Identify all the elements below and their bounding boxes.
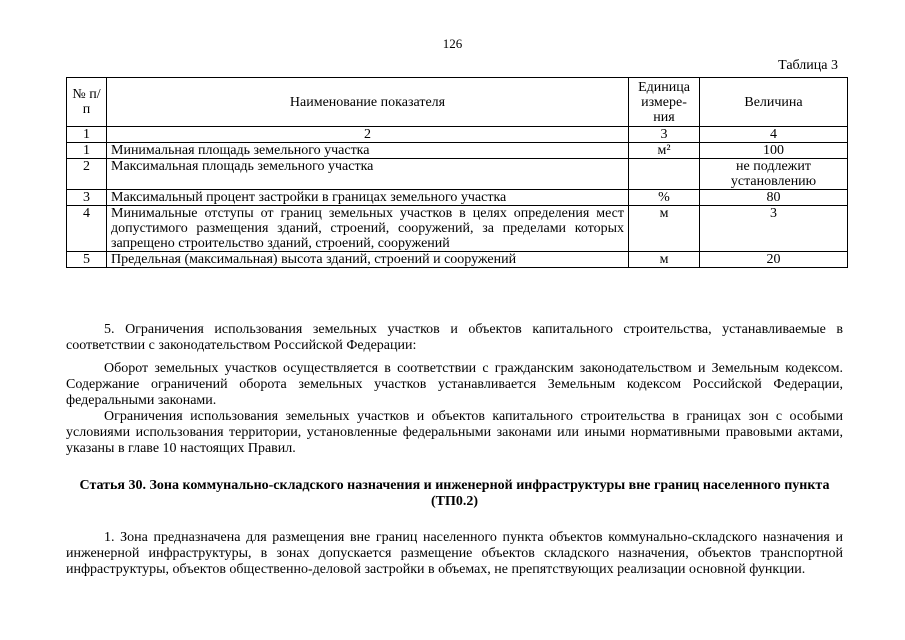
row-unit (629, 159, 700, 190)
row-unit: м (629, 206, 700, 252)
header-name: Наименование показателя (107, 78, 629, 127)
header-num: № п/п (67, 78, 107, 127)
row-value: 3 (700, 206, 848, 252)
column-number: 3 (629, 127, 700, 143)
paragraph-land-turnover (66, 361, 843, 409)
paragraph-text: 5. Ограничения использования земельных участков и объектов капитального строительства, устанавливаемые в соответствии с законодательством Российской Федерации: (66, 322, 843, 353)
header-unit: Единица измере-ния (629, 78, 700, 127)
row-name: Предельная (максимальная) высота зданий, строений и сооружений (107, 252, 629, 268)
table-row (67, 252, 848, 268)
table-row (67, 159, 848, 190)
paragraph-text: 1. Зона предназначена для размещения вне границ населенного пункта объектов коммунально-складского назначения и инженерной инфраструктуры, в зонах допускается размещение объектов складского назначения, объектов транспортной инфраструктуры, объектов общественно-деловой застройки в объемах, не препятствующих реализации основной функции. (66, 530, 843, 577)
header-value: Величина (700, 78, 848, 127)
table-row (67, 143, 848, 159)
row-num: 4 (67, 206, 107, 252)
row-unit: % (629, 190, 700, 206)
paragraph-text: Оборот земельных участков осуществляется в соответствии с гражданским законодательством и Земельным кодексом. Содержание ограничений оборота земельных участков устанавливается Земельным кодексом Российской Федерации, федеральными законами. (66, 361, 843, 408)
row-name: Максимальный процент застройки в границах земельного участка (107, 190, 629, 206)
row-value: не подлежит установлению (700, 159, 848, 190)
paragraph-zone-purpose (66, 530, 843, 578)
column-number: 2 (107, 127, 629, 143)
row-num: 5 (67, 252, 107, 268)
row-value: 80 (700, 190, 848, 206)
paragraph-usage-limits (66, 409, 843, 457)
row-name: Минимальная площадь земельного участка (107, 143, 629, 159)
column-number: 4 (700, 127, 848, 143)
article-heading: Статья 30. Зона коммунально-складского назначения и инженерной инфраструктуры вне границ населенного пункта (ТП0.2) (79, 478, 830, 509)
row-num: 3 (67, 190, 107, 206)
indicators-table (66, 77, 848, 268)
row-value: 100 (700, 143, 848, 159)
row-name: Максимальная площадь земельного участка (107, 159, 629, 190)
row-num: 1 (67, 143, 107, 159)
row-num: 2 (67, 159, 107, 190)
row-unit: м² (629, 143, 700, 159)
table-header-row (67, 78, 848, 127)
table-row (67, 206, 848, 252)
column-number: 1 (67, 127, 107, 143)
column-numbers-row (67, 127, 848, 143)
row-unit: м (629, 252, 700, 268)
paragraph-text: Ограничения использования земельных участков и объектов капитального строительства в границах зон с особыми условиями использования территории, установленные федеральными законами или иными нормативными правовыми актами, указаны в главе 10 настоящих Правил. (66, 409, 843, 456)
row-name: Минимальные отступы от границ земельных участков в целях определения мест допустимого размещения зданий, строений, сооружений, за пределами которых запрещено строительство зданий, строений, сооружений (107, 206, 629, 252)
paragraph-restrictions-intro (66, 322, 843, 354)
table-row (67, 190, 848, 206)
page-number: 126 (442, 36, 463, 51)
table-caption: Таблица 3 (778, 58, 838, 73)
row-value: 20 (700, 252, 848, 268)
